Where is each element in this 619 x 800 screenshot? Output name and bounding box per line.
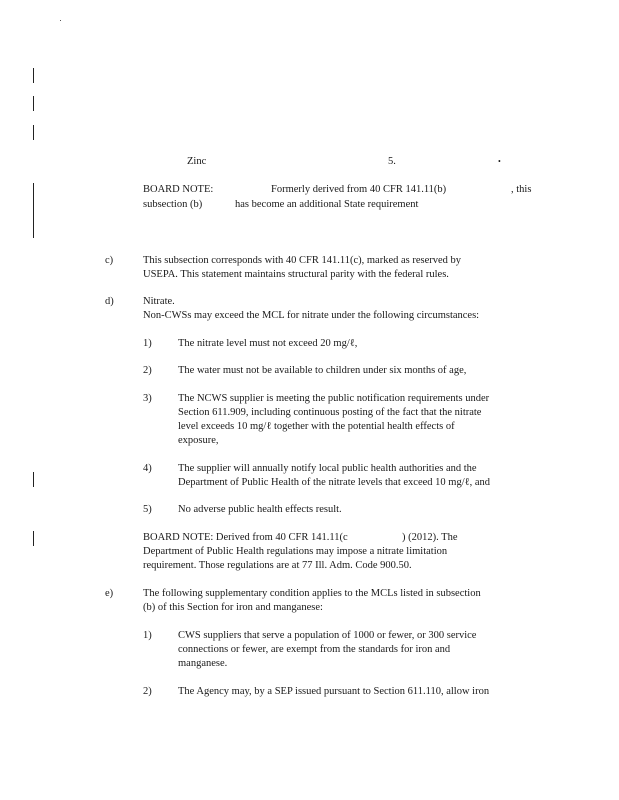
subsection-label: d): [105, 296, 114, 307]
section-heading: Nitrate.: [143, 296, 175, 307]
list-number: 1): [143, 338, 152, 349]
list-item-text: Department of Public Health of the nitrate levels that exceed 10 mg/ℓ, and: [178, 477, 491, 488]
list-item-text: The water must not be available to children under six months of age,: [178, 365, 467, 376]
list-item-text: Section 611.909, including continuous posting of the fact that the nitrate: [178, 407, 482, 418]
list-item-text: CWS suppliers that serve a population of 1000 or fewer, or 300 service: [178, 630, 477, 641]
list-item-text: The supplier will annually notify local public health authorities and the: [178, 463, 477, 474]
list-number: 1): [143, 630, 152, 641]
list-item-text: exposure,: [178, 435, 219, 446]
board-note-text: subsection (b): [143, 199, 203, 210]
list-number: 2): [143, 686, 152, 697]
list-number: 4): [143, 463, 152, 474]
list-item-text: level exceeds 10 mg/ℓ together with the potential health effects of: [178, 421, 455, 432]
list-item-text: No adverse public health effects result.: [178, 504, 342, 515]
list-item-text: connections or fewer, are exempt from the standards for iron and: [178, 644, 451, 655]
board-note-text: Department of Public Health regulations may impose a nitrate limitation: [143, 546, 448, 557]
list-item-text: The nitrate level must not exceed 20 mg/ℓ,: [178, 338, 358, 349]
paragraph-text: This subsection corresponds with 40 CFR 141.11(c), marked as reserved by: [143, 255, 462, 266]
list-item-text: The NCWS supplier is meeting the public notification requirements under: [178, 393, 490, 404]
revision-bar: [33, 96, 34, 111]
paragraph-text: (b) of this Section for iron and manganese:: [143, 602, 323, 613]
subsection-label: e): [105, 588, 114, 599]
revision-bar: [33, 183, 34, 238]
revision-bar: [33, 531, 34, 546]
zinc-label: Zinc: [187, 156, 207, 167]
list-number: 2): [143, 365, 152, 376]
revision-bar: [33, 125, 34, 140]
marker-glyph: •: [498, 157, 501, 166]
revision-bar: [33, 68, 34, 83]
list-number: 5): [143, 504, 152, 515]
scan-speck: [60, 20, 61, 21]
paragraph-text: USEPA. This statement maintains structural parity with the federal rules.: [143, 269, 449, 280]
board-note-text: Formerly derived from 40 CFR 141.11(b): [271, 184, 447, 195]
board-note-label: BOARD NOTE:: [143, 184, 214, 195]
board-note-text: BOARD NOTE: Derived from 40 CFR 141.11(c: [143, 532, 348, 543]
list-item-text: manganese.: [178, 658, 228, 669]
board-note-text: , this: [511, 184, 532, 195]
board-note-text: has become an additional State requirement: [235, 199, 419, 210]
board-note-text: requirement. Those regulations are at 77 Ill. Adm. Code 900.50.: [143, 560, 412, 571]
list-number: 3): [143, 393, 152, 404]
paragraph-text: The following supplementary condition applies to the MCLs listed in subsection: [143, 588, 481, 599]
paragraph-text: Non-CWSs may exceed the MCL for nitrate under the following circumstances:: [143, 310, 480, 321]
board-note-text: ) (2012). The: [402, 532, 458, 543]
list-item-text: The Agency may, by a SEP issued pursuant to Section 611.110, allow iron: [178, 686, 490, 697]
revision-bar: [33, 472, 34, 487]
zinc-value: 5.: [388, 156, 396, 167]
subsection-label: c): [105, 255, 114, 266]
